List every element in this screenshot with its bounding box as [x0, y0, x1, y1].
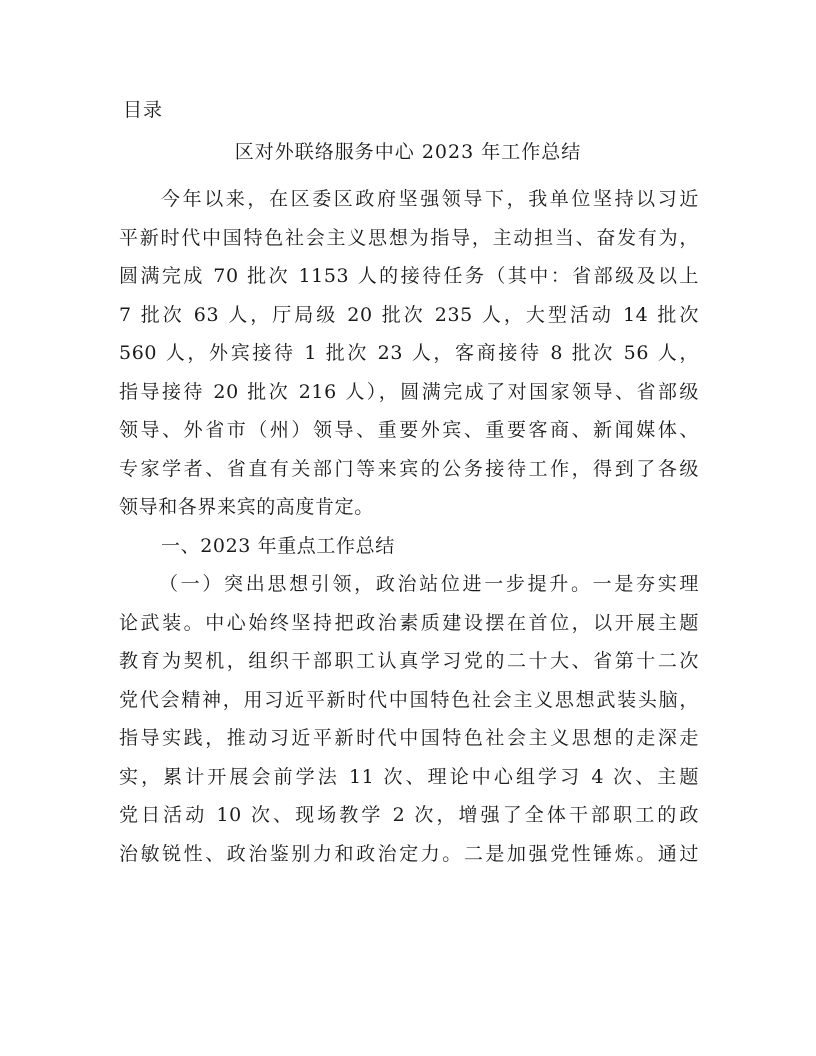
paragraph-line: 治敏锐性、政治鉴别力和政治定力。二是加强党性锤炼。通过 [119, 842, 699, 865]
section-heading: 一、2023 年重点工作总结 [161, 534, 395, 557]
paragraph-line: 党日活动 10 次、现场教学 2 次，增强了全体干部职工的政 [119, 804, 699, 826]
paragraph-line: 指导实践，推动习近平新时代中国特色社会主义思想的走深走 [119, 727, 699, 749]
paragraph-line: 专家学者、省直有关部门等来宾的公务接待工作，得到了各级 [119, 457, 699, 480]
paragraph-line: 今年以来，在区委区政府坚强领导下，我单位坚持以习近 [161, 188, 699, 210]
paragraph-line: 7 批次 63 人，厅局级 20 批次 235 人，大型活动 14 批次 [119, 303, 699, 326]
paragraph-intro [119, 180, 699, 527]
paragraph-line: 领导、外省市（州）领导、重要外宾、重要客商、新闻媒体、 [119, 419, 699, 441]
paragraph-line: 论武装。中心始终坚持把政治素质建设摆在首位，以开展主题 [119, 611, 699, 634]
paragraph-line: 指导接待 20 批次 216 人），圆满完成了对国家领导、省部级 [119, 380, 699, 403]
paragraph-line: 圆满完成 70 批次 1153 人的接待任务（其中：省部级及以上 [119, 265, 699, 287]
paragraph-line: 平新时代中国特色社会主义思想为指导，主动担当、奋发有为， [119, 226, 699, 249]
paragraph-section1 [119, 565, 699, 873]
document-body [119, 180, 699, 873]
paragraph-line: 教育为契机，组织干部职工认真学习党的二十大、省第十二次 [119, 650, 699, 672]
paragraph-line: 实，累计开展会前学法 11 次、理论中心组学习 4 次、主题 [119, 765, 699, 788]
toc-heading: 目录 [123, 99, 164, 121]
paragraph-line: 党代会精神，用习近平新时代中国特色社会主义思想武装头脑， [119, 688, 699, 711]
paragraph-line: 领导和各界来宾的高度肯定。 [119, 496, 374, 518]
paragraph-line: 560 人，外宾接待 1 批次 23 人，客商接待 8 批次 56 人， [119, 342, 699, 364]
document-title: 区对外联络服务中心 2023 年工作总结 [234, 141, 582, 163]
paragraph-line: （一）突出思想引领，政治站位进一步提升。一是夯实理 [159, 573, 699, 595]
